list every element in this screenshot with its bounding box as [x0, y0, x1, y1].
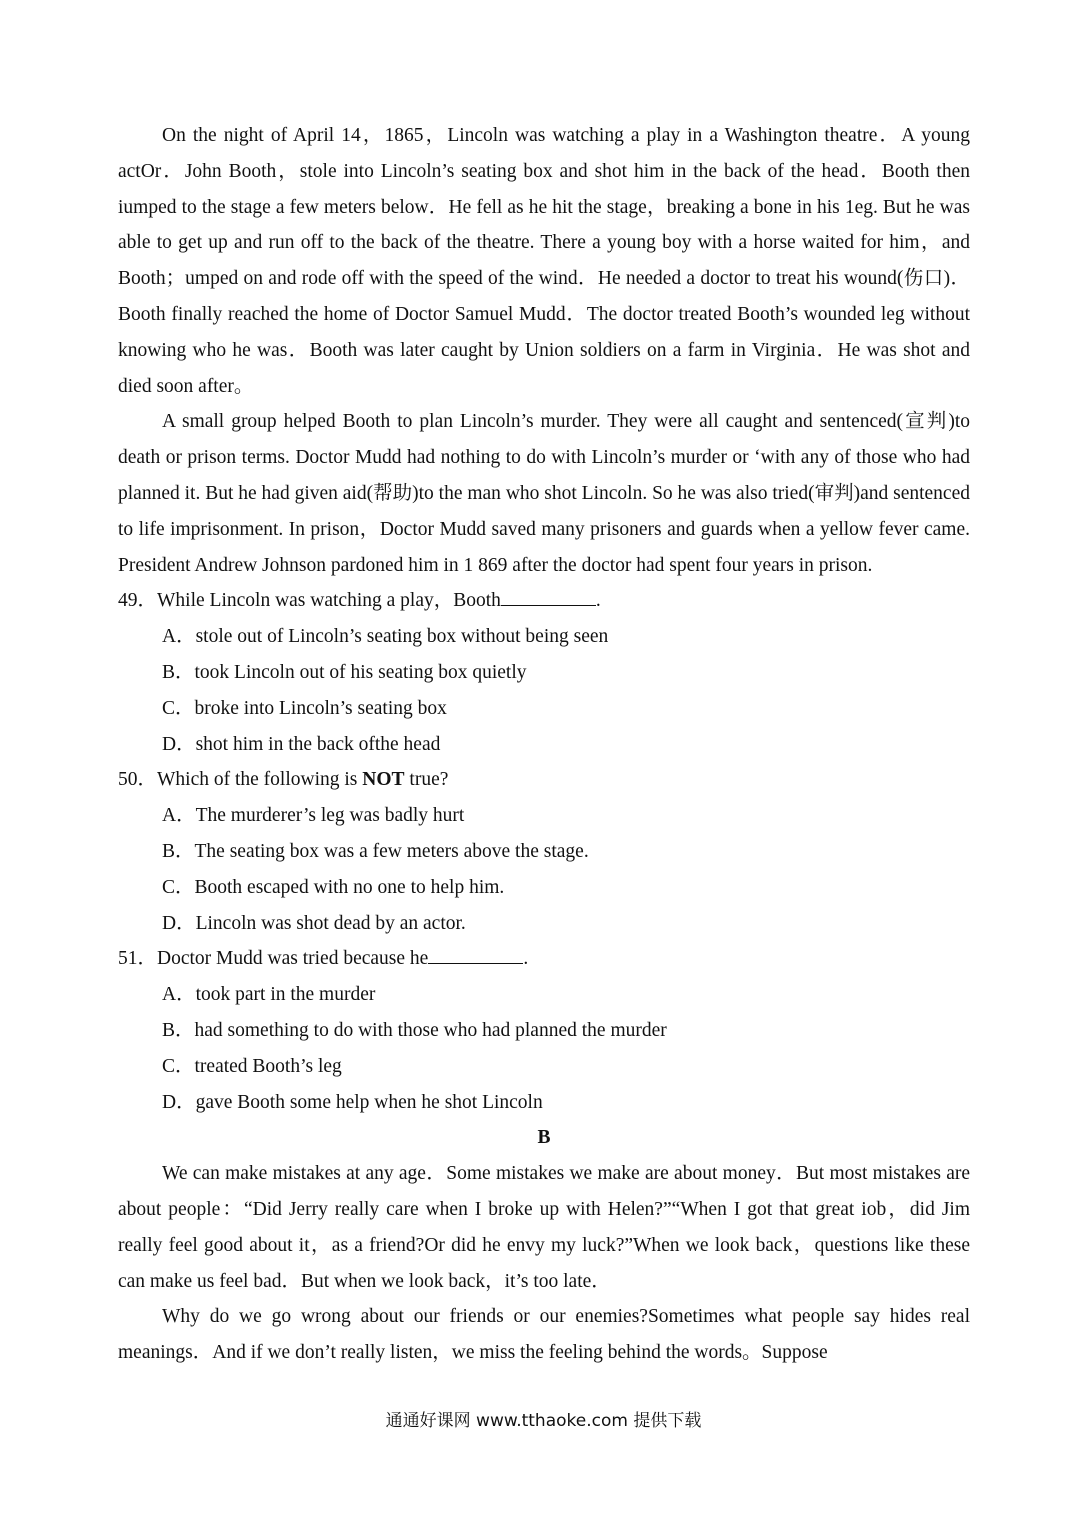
question-stem	[118, 762, 970, 798]
passage-a-paragraph-2: A small group helped Booth to plan Lincoln’s murder. They were all caught and sentenced(宣判)to death or prison terms. Doctor Mudd had nothing to do with Lincoln’s murder or ‘with any of those who had planned it. But he had given aid(帮助)to the man who shot Lincoln. So he was also tried(审判)and sentenced to life imprisonment. In prison，Doctor Mudd saved many prisoners and guards when a yellow fever came. President Andrew Johnson pardoned him in 1 869 after the doctor had spent four years in prison.	[118, 411, 970, 576]
option-a: A．stole out of Lincoln’s seating box without being seen	[162, 626, 609, 648]
option-d: D．Lincoln was shot dead by an actor.	[162, 912, 466, 934]
question-text-end: .	[523, 948, 529, 970]
question-number: 49．	[118, 590, 158, 612]
option-b: B．took Lincoln out of his seating box quietly	[162, 661, 527, 683]
question-stem	[118, 941, 970, 977]
question-50	[118, 762, 970, 941]
question-number: 50．	[118, 769, 158, 791]
option-a: A．The murderer’s leg was badly hurt	[162, 805, 465, 827]
question-text-end: .	[595, 590, 601, 612]
passage-b-paragraph-2: Why do we go wrong about our friends or our enemies?Sometimes what people say hides real meanings．And if we don’t really listen，we miss the feeling behind the words。Suppose	[118, 1306, 970, 1364]
answer-blank	[501, 587, 596, 606]
question-text: Doctor Mudd was tried because he	[157, 948, 429, 970]
passage-a-paragraph-1: On the night of April 14，1865，Lincoln was watching a play in a Washington theatre．A young actOr．John Booth，stole into Lincoln’s seating box and shot him in the back of the head．Booth then iumped to the stage a few meters below．He fell as he hit the stage，breaking a bone in his 1eg. But he was able to get up and run off to the back of the theatre. There a young boy with a horse waited for him，and Booth；umped on and rode off with the speed of the wind．He needed a doctor to treat his wound(伤口)．Booth finally reached the home of Doctor Samuel Mudd．The doctor treated Booth’s wounded leg without knowing who he was．Booth was later caught by Union soldiers on a farm in Virginia．He was shot and died soon after。	[118, 125, 970, 397]
question-text: Which of the following is	[157, 769, 363, 791]
section-b-heading: B	[537, 1127, 551, 1149]
option-d: D．shot him in the back ofthe head	[162, 733, 441, 755]
option-c: C．Booth escaped with no one to help him.	[162, 876, 505, 898]
option-a: A．took part in the murder	[162, 984, 376, 1006]
question-text: While Lincoln was watching a play，Booth	[157, 590, 501, 612]
answer-blank	[428, 945, 523, 964]
option-d: D．gave Booth some help when he shot Lincoln	[162, 1091, 543, 1113]
page-footer: 通通好课网 www.tthaoke.com 提供下载	[385, 1411, 702, 1431]
option-b: B．had something to do with those who had planned the murder	[162, 1019, 667, 1041]
question-49	[118, 583, 970, 762]
question-emphasis: NOT	[362, 769, 405, 791]
option-c: C．treated Booth’s leg	[162, 1055, 342, 1077]
question-stem	[118, 583, 970, 619]
option-c: C．broke into Lincoln’s seating box	[162, 697, 447, 719]
question-51	[118, 941, 970, 1120]
page-content	[118, 118, 970, 1371]
option-b: B．The seating box was a few meters above the stage.	[162, 840, 589, 862]
passage-b-paragraph-1: We can make mistakes at any age．Some mistakes we make are about money．But most mistakes are about people：“Did Jerry really care when I broke up with Helen?”“When I got that great iob，did Jim really feel good about it，as a friend?Or did he envy my luck?”When we look back，questions like these can make us feel bad．But when we look back，it’s too late．	[118, 1163, 970, 1292]
question-text-end: true?	[404, 769, 449, 791]
question-number: 51．	[118, 948, 158, 970]
